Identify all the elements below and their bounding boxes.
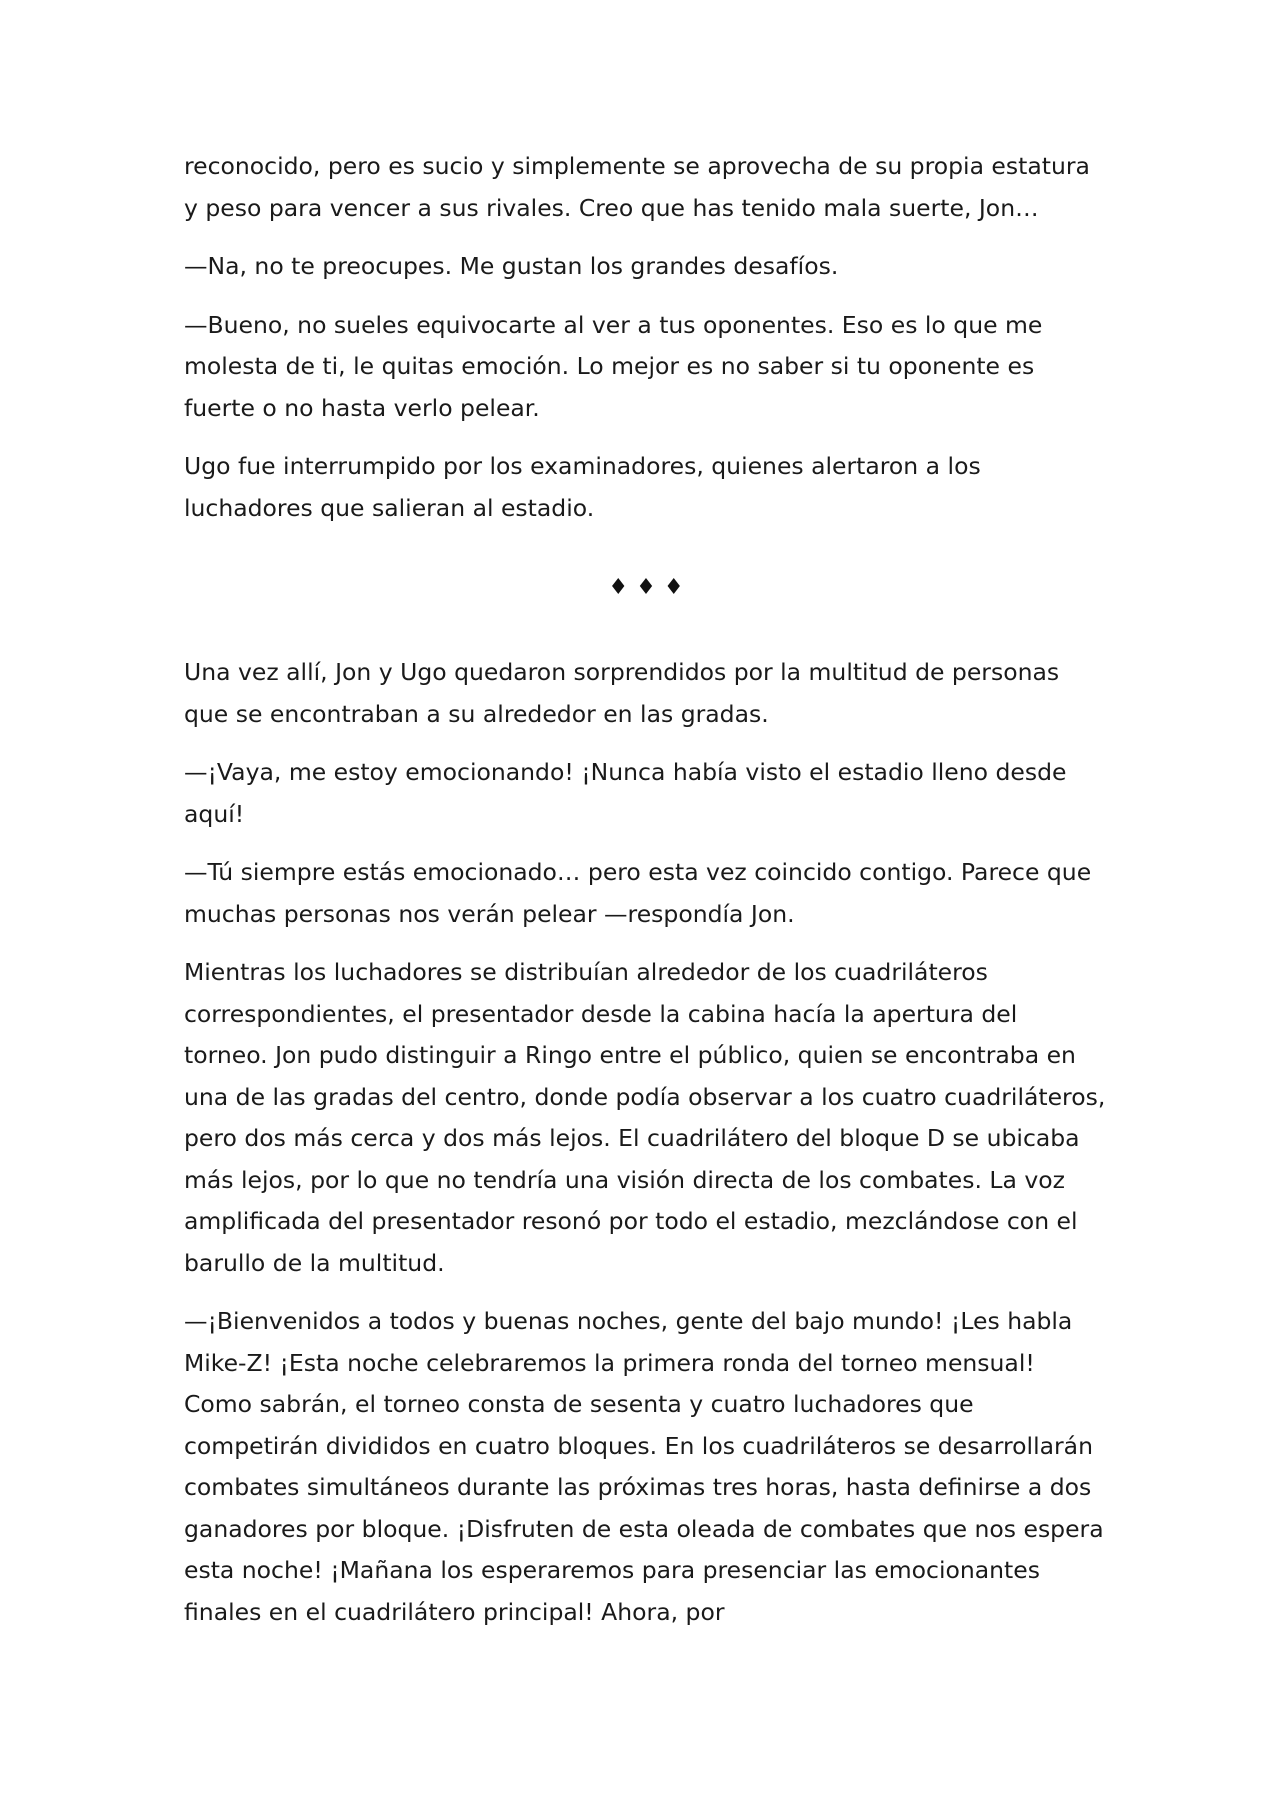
paragraph: —Bueno, no sueles equivocarte al ver a tus oponentes. Eso es lo que me molesta de ti, le quitas emoción. Lo mejor es no saber si tu oponente es fuerte o no hasta verlo pelear.: [184, 310, 1043, 422]
paragraph: —Tú siempre estás emocionado… pero esta vez coincido contigo. Parece que muchas personas nos verán pelear —respondía Jon.: [184, 858, 1092, 928]
paragraph: Mientras los luchadores se distribuían alrededor de los cuadriláteros correspondientes, el presentador desde la cabina hacía la apertura del torneo. Jon pudo distinguir a Ringo entre el público, quien se encontraba en una de las gradas del centro, donde podía observar a los cuatro cuadriláteros, pero dos más cerca y dos más lejos. El cuadrilátero del bloque D se ubicaba más lejos, por lo que no tendría una visión directa de los combates. La voz amplificada del presentador resonó por todo el estadio, mezclándose con el barullo de la multitud.: [184, 958, 1106, 1277]
scene-break-separator: ♦♦♦: [608, 575, 692, 600]
paragraph: —¡Bienvenidos a todos y buenas noches, gente del bajo mundo! ¡Les habla Mike-Z! ¡Esta noche celebraremos la primera ronda del torneo mensual! Como sabrán, el torneo consta de sesenta y cuatro luchadores que competirán divididos en cuatro bloques. En los cuadriláteros se desarrollarán combates simultáneos durante las próximas tres horas, hasta definirse a dos ganadores por bloque. ¡Disfruten de esta oleada de combates que nos espera esta noche! ¡Mañana los esperaremos para presenciar las emocionantes finales en el cuadrilátero principal! Ahora, por: [184, 1307, 1104, 1626]
paragraph: —¡Vaya, me estoy emocionando! ¡Nunca había visto el estadio lleno desde aquí!: [184, 758, 1067, 828]
document-body: [184, 146, 1108, 1650]
paragraph: Una vez allí, Jon y Ugo quedaron sorprendidos por la multitud de personas que se encontraban a su alrededor en las gradas.: [184, 658, 1060, 728]
paragraph: reconocido, pero es sucio y simplemente se aprovecha de su propia estatura y peso para vencer a sus rivales. Creo que has tenido mala suerte, Jon…: [184, 152, 1090, 222]
paragraph: Ugo fue interrumpido por los examinadores, quienes alertaron a los luchadores que salieran al estadio.: [184, 452, 981, 522]
paragraph: —Na, no te preocupes. Me gustan los grandes desafíos.: [184, 252, 839, 280]
